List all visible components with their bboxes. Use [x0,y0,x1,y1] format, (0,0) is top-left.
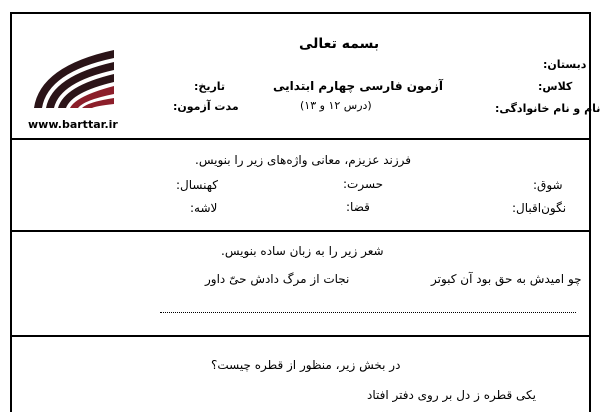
duration-label: مدت آزمون: [173,100,239,113]
verse-right: چو امیدش به حق بود آن کبوتر [431,272,582,286]
name-label: نام و نام خانوادگی: [495,102,600,115]
word-ghaza: قضا: [346,200,370,214]
date-label: تاریخ: [194,80,226,93]
word-shogh: شوق: [533,178,563,192]
header-divider [10,138,591,140]
class-label: کلاس: [538,80,573,93]
section1-divider [10,230,591,232]
barttar-logo-icon [30,48,116,112]
verse-left: نجات از مرگ دادش حیّ داور [205,272,350,286]
word-hasrat: حسرت: [343,177,384,191]
word-lasheh: لاشه: [190,201,218,215]
section1-instruction: فرزند عزیزم، معانی واژه‌های زیر را بنویس. [195,153,412,167]
section3-verse-partial: یکی قطره ز دل بر روی دفتر افتاد [367,388,536,402]
school-label: دبستان: [543,58,587,71]
section2-instruction: شعر زیر را به زبان ساده بنویس. [221,244,384,258]
website-url: www.barttar.ir [28,118,118,131]
word-negoon-eghbal: نگون‌اقبال: [512,201,567,215]
page-title: بسمه تعالی [299,36,380,52]
section3-question: در بخش زیر، منظور از قطره چیست؟ [211,358,401,372]
lessons-label: (درس ۱۲ و ۱۳) [300,99,372,112]
answer-line[interactable] [160,312,576,313]
word-kohansal: کهنسال: [176,178,218,192]
section2-divider [10,335,591,337]
exam-name: آزمون فارسی چهارم ابتدایی [273,79,443,93]
